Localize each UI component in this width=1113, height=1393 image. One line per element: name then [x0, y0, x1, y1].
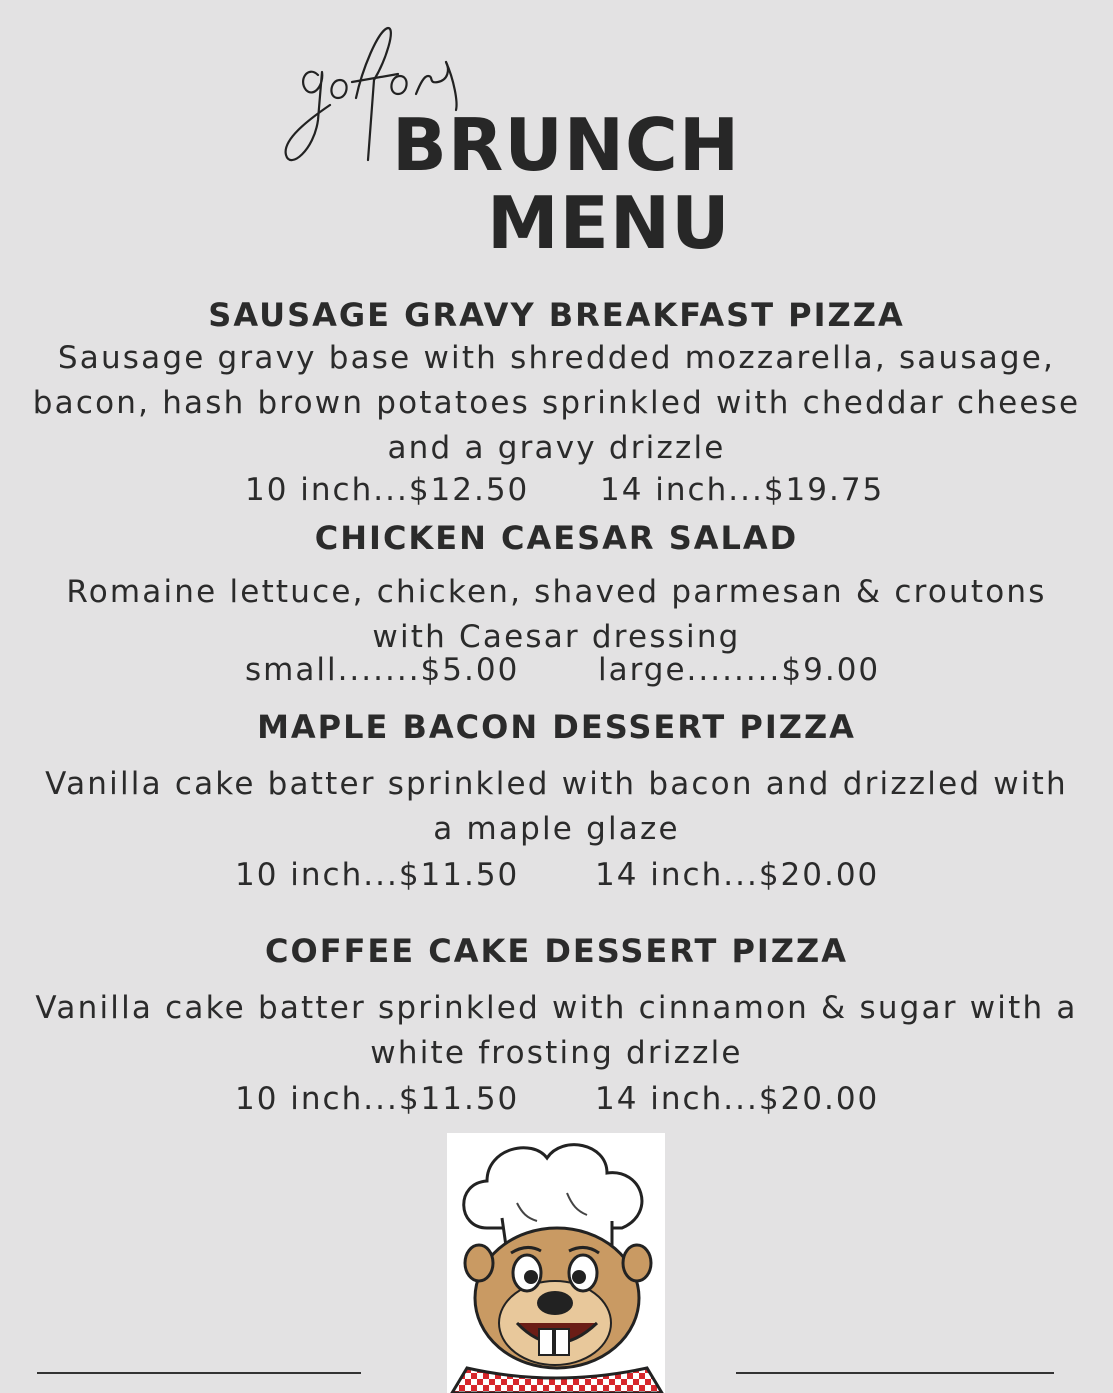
- item-name-maple-bacon: MAPLE BACON DESSERT PIZZA: [257, 708, 856, 746]
- price-small: 10 inch...$11.50: [235, 857, 520, 893]
- price-large: 14 inch...$20.00: [595, 857, 880, 893]
- price-large: 14 inch...$20.00: [595, 1081, 880, 1117]
- item-desc-line: Vanilla cake batter sprinkled with cinnamon & sugar with a: [35, 990, 1078, 1026]
- item-desc-line: bacon, hash brown potatoes sprinkled with cheddar cheese: [32, 385, 1081, 421]
- signature-line-right: [736, 1372, 1054, 1374]
- title-menu: MENU: [487, 181, 731, 265]
- price-small: 10 inch...$12.50: [245, 472, 530, 508]
- item-desc-line: and a gravy drizzle: [387, 430, 726, 466]
- item-desc-line: Romaine lettuce, chicken, shaved parmesan & croutons: [66, 574, 1047, 610]
- item-name-sausage-gravy: SAUSAGE GRAVY BREAKFAST PIZZA: [208, 296, 905, 334]
- item-desc-line: a maple glaze: [433, 811, 680, 847]
- item-desc-line: Sausage gravy base with shredded mozzarella, sausage,: [57, 340, 1056, 376]
- item-desc-line: white frosting drizzle: [370, 1035, 743, 1071]
- item-desc-line: with Caesar dressing: [372, 619, 741, 655]
- title-brunch: BRUNCH: [392, 103, 741, 187]
- price-large: 14 inch...$19.75: [600, 472, 885, 508]
- price-large: large........$9.00: [598, 652, 881, 688]
- item-name-coffee-cake: COFFEE CAKE DESSERT PIZZA: [265, 932, 848, 970]
- price-small: 10 inch...$11.50: [235, 1081, 520, 1117]
- signature-line-left: [37, 1372, 361, 1374]
- item-name-chicken-caesar: CHICKEN CAESAR SALAD: [314, 519, 799, 557]
- item-desc-line: Vanilla cake batter sprinkled with bacon and drizzled with: [45, 766, 1068, 802]
- gopher-chef-mascot-icon: [447, 1133, 665, 1393]
- price-small: small.......$5.00: [245, 652, 520, 688]
